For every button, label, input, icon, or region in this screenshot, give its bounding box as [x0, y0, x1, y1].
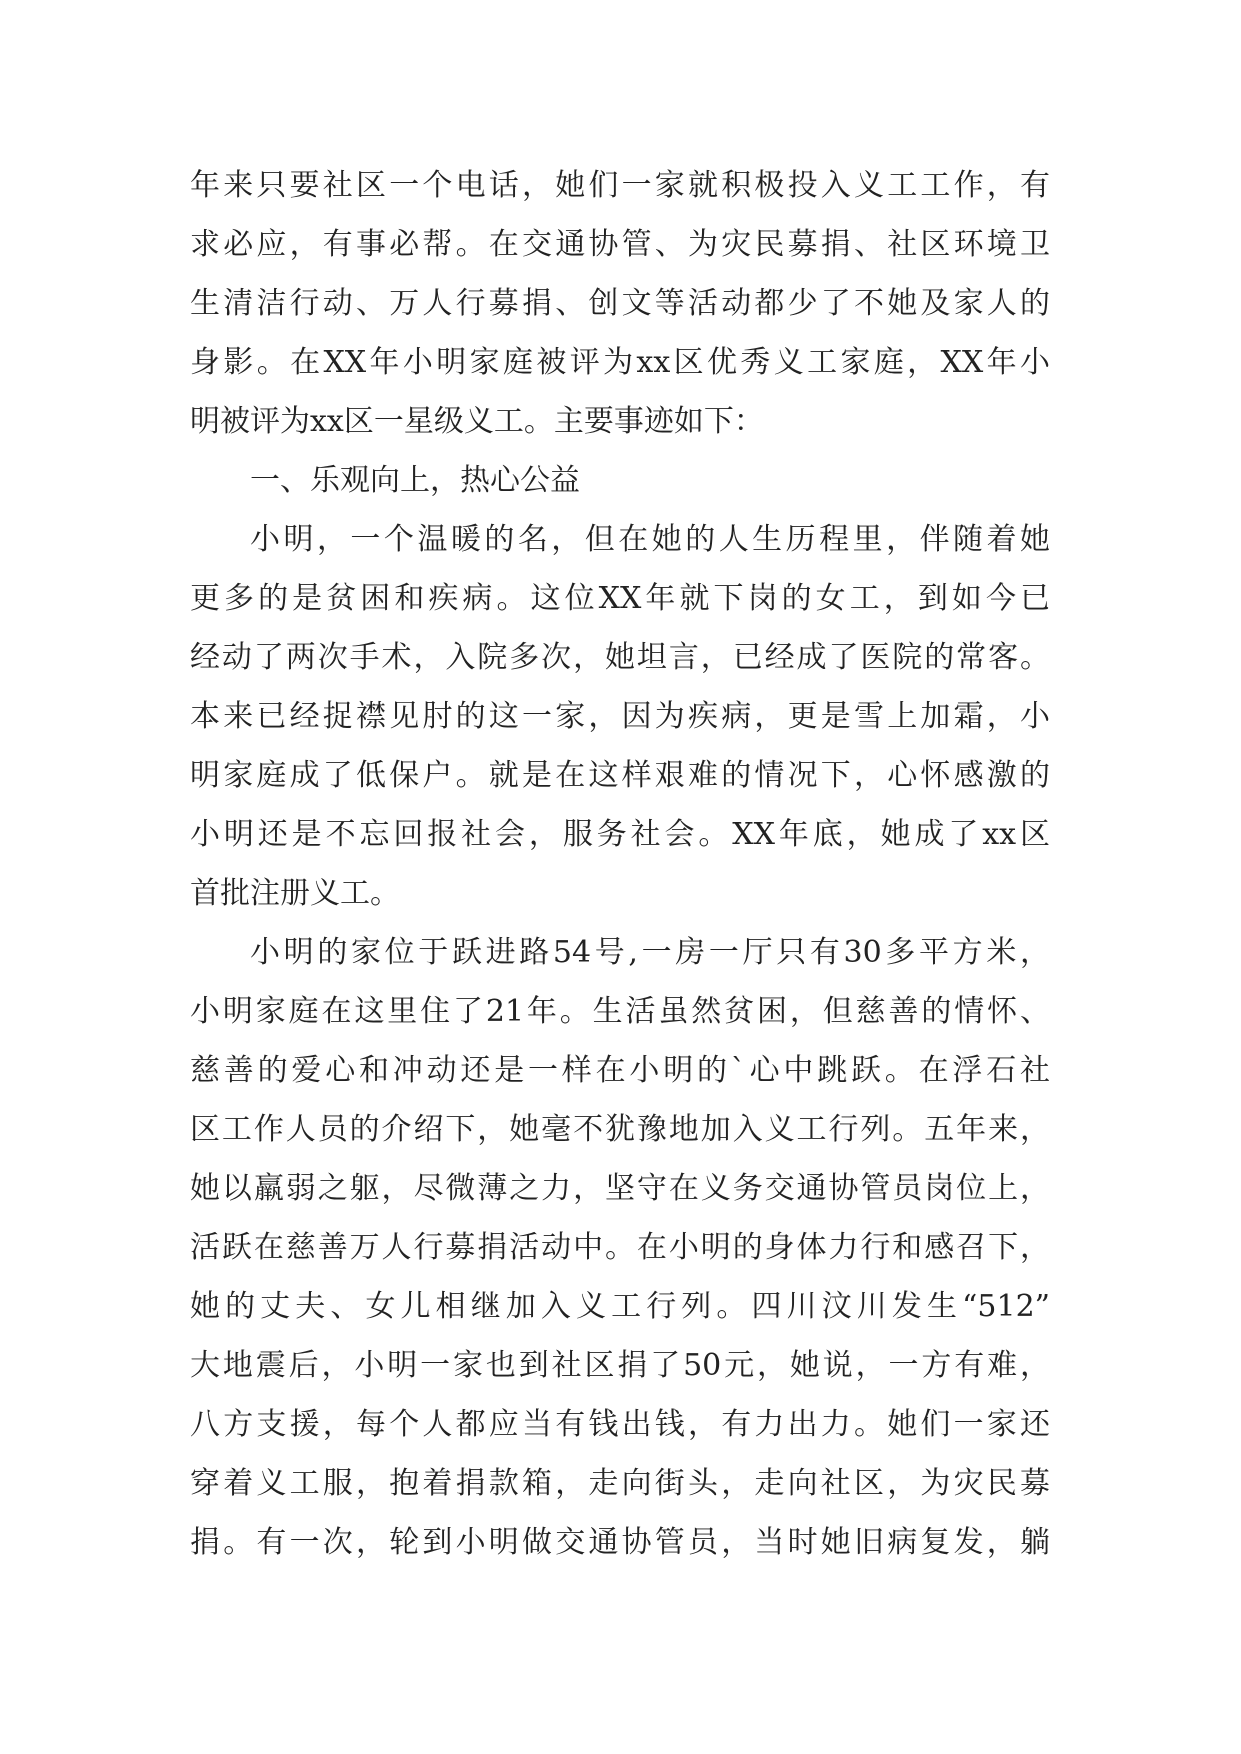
text-line: 本来已经捉襟见肘的这一家，因为疾病，更是雪上加霜，小 — [190, 699, 1050, 734]
section-heading: 一、乐观向上，热心公益 — [250, 463, 580, 498]
text-line: 小明，一个温暖的名，但在她的人生历程里，伴随着她 — [250, 522, 1050, 557]
text-line: 捐。有一次，轮到小明做交通协管员，当时她旧病复发，躺 — [190, 1525, 1050, 1560]
text-line: 区工作人员的介绍下，她毫不犹豫地加入义工行列。五年来， — [190, 1112, 1050, 1147]
text-line: 明家庭成了低保户。就是在这样艰难的情况下，心怀感激的 — [190, 758, 1050, 793]
text-line: 小明的家位于跃进路54号,一房一厅只有30多平方米， — [250, 935, 1050, 970]
text-line: 慈善的爱心和冲动还是一样在小明的`心中跳跃。在浮石社 — [190, 1053, 1050, 1088]
text-line: 明被评为xx区一星级义工。主要事迹如下： — [190, 404, 764, 439]
text-line: 更多的是贫困和疾病。这位XX年就下岗的女工，到如今已 — [190, 581, 1050, 616]
text-line: 她的丈夫、女儿相继加入义工行列。四川汶川发生“512” — [190, 1289, 1050, 1324]
document-body — [190, 156, 1050, 1572]
text-line: 小明家庭在这里住了21年。生活虽然贫困，但慈善的情怀、 — [190, 994, 1050, 1029]
text-line: 首批注册义工。 — [190, 876, 400, 911]
text-line: 小明还是不忘回报社会，服务社会。XX年底，她成了xx区 — [190, 817, 1050, 852]
text-line: 她以羸弱之躯，尽微薄之力，坚守在义务交通协管员岗位上， — [190, 1171, 1050, 1206]
text-line: 身影。在XX年小明家庭被评为xx区优秀义工家庭，XX年小 — [190, 345, 1050, 380]
text-line: 经动了两次手术，入院多次，她坦言，已经成了医院的常客。 — [190, 640, 1050, 675]
text-line: 活跃在慈善万人行募捐活动中。在小明的身体力行和感召下， — [190, 1230, 1050, 1265]
text-line: 年来只要社区一个电话，她们一家就积极投入义工工作，有 — [190, 168, 1050, 203]
text-line: 八方支援，每个人都应当有钱出钱，有力出力。她们一家还 — [190, 1407, 1050, 1442]
text-line: 大地震后，小明一家也到社区捐了50元，她说，一方有难， — [190, 1348, 1050, 1383]
text-line: 生清洁行动、万人行募捐、创文等活动都少了不她及家人的 — [190, 286, 1050, 321]
text-line: 求必应，有事必帮。在交通协管、为灾民募捐、社区环境卫 — [190, 227, 1050, 262]
text-line: 穿着义工服，抱着捐款箱，走向街头，走向社区，为灾民募 — [190, 1466, 1050, 1501]
